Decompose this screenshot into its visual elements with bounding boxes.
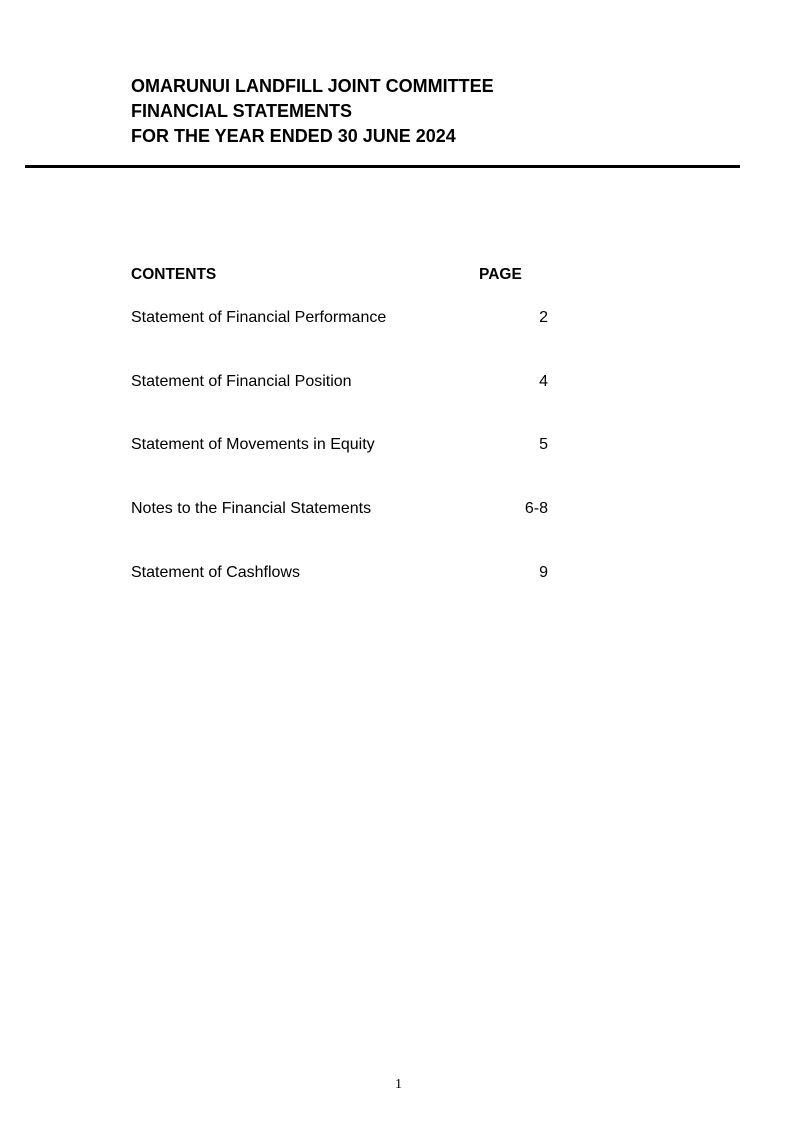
toc-entry-page: 2 xyxy=(539,309,548,326)
page-number: 1 xyxy=(395,1077,402,1092)
toc-entry xyxy=(131,500,548,520)
toc-entry-title: Statement of Cashflows xyxy=(131,564,300,581)
toc-entry-title: Notes to the Financial Statements xyxy=(131,500,372,517)
contents-header xyxy=(131,266,548,286)
toc-entry xyxy=(131,373,548,393)
toc-entry-page: 6-8 xyxy=(524,500,548,517)
toc-entry xyxy=(131,564,548,584)
reporting-period: FOR THE YEAR ENDED 30 JUNE 2024 xyxy=(131,126,456,146)
toc-entry-page: 5 xyxy=(539,436,548,453)
organization-name: OMARUNUI LANDFILL JOINT COMMITTEE xyxy=(131,76,494,96)
toc-entry-title: Statement of Financial Position xyxy=(131,373,352,390)
contents-heading: CONTENTS xyxy=(131,266,217,283)
toc-entry xyxy=(131,436,548,456)
toc-entry-page: 4 xyxy=(539,373,548,390)
document-title: FINANCIAL STATEMENTS xyxy=(131,101,352,121)
document-title-block xyxy=(131,74,731,149)
toc-entry xyxy=(131,309,548,329)
header-divider xyxy=(25,165,740,168)
toc-entry-title: Statement of Movements in Equity xyxy=(131,436,375,453)
page-column-heading: PAGE xyxy=(479,266,522,283)
toc-entry-page: 9 xyxy=(539,564,548,581)
toc-entry-title: Statement of Financial Performance xyxy=(131,309,387,326)
